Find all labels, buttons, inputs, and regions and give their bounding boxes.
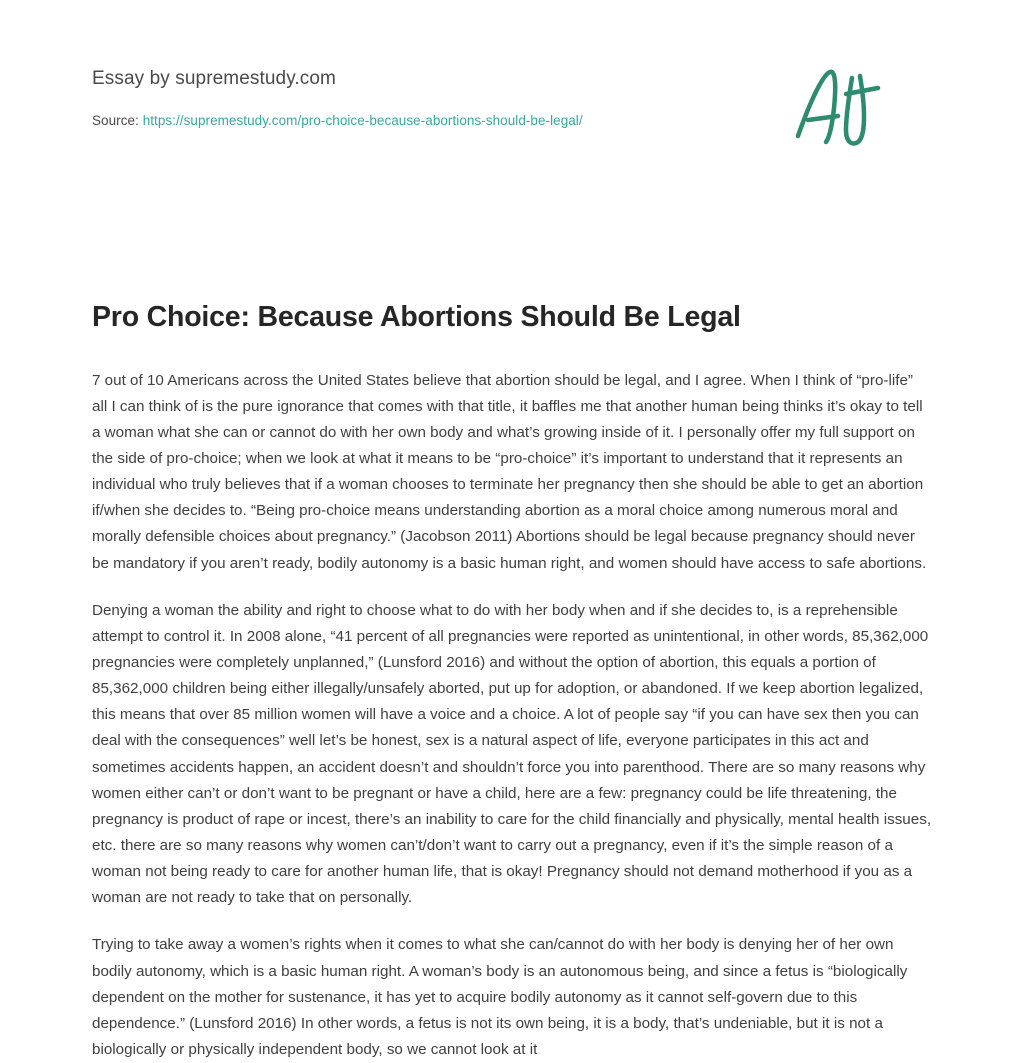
page-title: Pro Choice: Because Abortions Should Be Legal <box>92 301 741 333</box>
essay-byline: Essay by supremestudy.com <box>92 68 336 89</box>
article-body <box>92 368 932 1063</box>
paragraph: 7 out of 10 Americans across the United States believe that abortion should be legal, and I agree. When I think of “pro-life” all I can think of is the pure ignorance that comes with that title, it baffles me that another human being thinks it’s okay to tell a woman what she can or cannot do with her own body and what’s growing inside of it. I personally offer my full support on the side of pro-choice; when we look at what it means to be “pro-choice” it’s important to understand that it represents an individual who truly believes that if a woman chooses to terminate her pregnancy then she should be able to get an abortion if/when she decides to. “Being pro-choice means understanding abortion as a moral choice among numerous moral and morally defensible choices about pregnancy.” (Jacobson 2011) Abortions should be legal because pregnancy should never be mandatory if you aren’t ready, bodily autonomy is a basic human right, and women should have access to safe abortions. <box>92 371 927 572</box>
source-label: Source: <box>92 112 139 128</box>
document-header <box>92 0 932 176</box>
paragraph: Denying a woman the ability and right to choose what to do with her body when and if she decides to, is a reprehensible attempt to control it. In 2008 alone, “41 percent of all pregnancies were reported as unintentional, in other words, 85,362,000 pregnancies were completely unplanned,” (Lunsford 2016) and without the option of abortion, this equals a portion of 85,362,000 children being either illegally/unsafely aborted, put up for adoption, or abandoned. If we keep abortion legalized, this means that over 85 million women will have a voice and a choice. A lot of people say “if you can have sex then you can deal with the consequences” well let’s be honest, sex is a natural aspect of life, everyone participates in this act and sometimes accidents happen, an accident doesn’t and shouldn’t force you into parenthood. There are so many reasons why women either can’t or don’t want to be pregnant or have a child, here are a few: pregnancy could be life threatening, the pregnancy is product of rape or incest, there’s an inability to care for the child financially and physically, mental health issues, etc. there are so many reasons why women can’t/don’t want to carry out a pregnancy, even if it’s the simple reason of a woman not being ready to care for another human life, that is okay! Pregnancy should not demand motherhood if you as a woman are not ready to take that on personally. <box>92 601 932 907</box>
source-url-link[interactable]: https://supremestudy.com/pro-choice-because-abortions-should-be-legal/ <box>142 112 583 128</box>
paragraph: Trying to take away a women’s rights when it comes to what she can/cannot do with her body is denying her of her own bodily autonomy, which is a basic human right. A woman’s body is an autonomous being, and since a fetus is “biologically dependent on the mother for sustenance, it has yet to acquire bodily autonomy as it cannot self-govern due to this dependence.” (Lunsford 2016) In other words, a fetus is not its own being, it is a body, that’s undeniable, but it is not a biologically or physically independent body, so we cannot look at it <box>92 936 908 1058</box>
supremestudy-logo-icon <box>786 58 898 154</box>
